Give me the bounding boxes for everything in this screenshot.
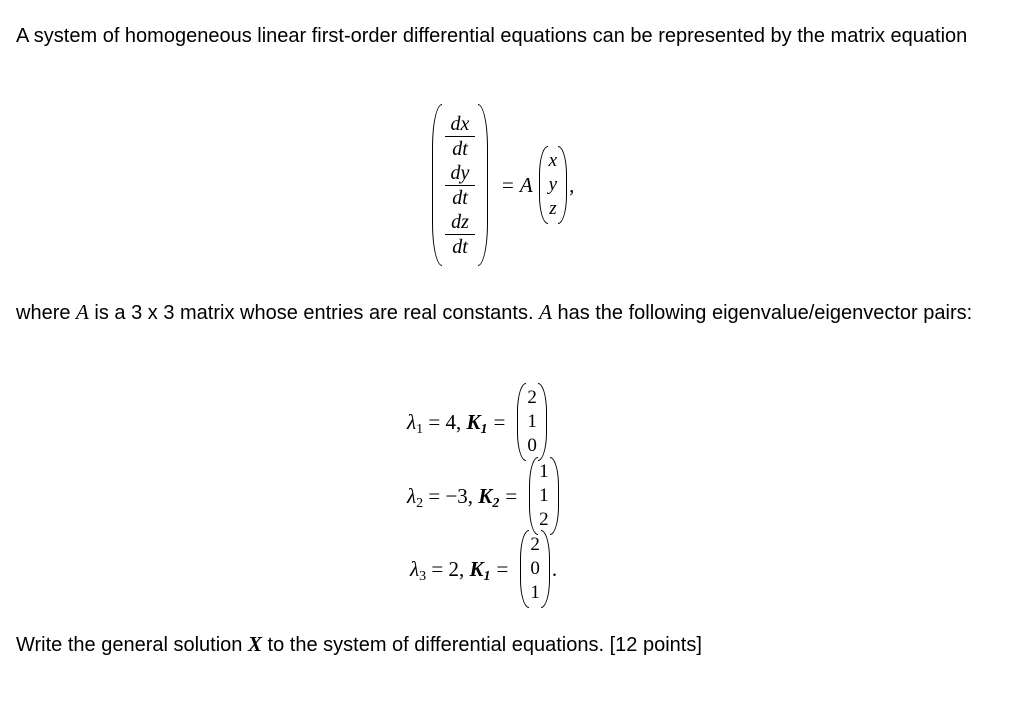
- vector-entry: 2: [530, 534, 540, 555]
- left-paren: [529, 457, 538, 535]
- derivative-dz-dt: [445, 210, 475, 259]
- fraction-denominator: dt: [452, 235, 468, 258]
- eigenvector-subscript: 1: [480, 421, 488, 437]
- vector-entry: 2: [527, 387, 537, 408]
- vector-entry: 0: [530, 558, 540, 579]
- intro-text: A system of homogeneous linear first-order differential equations can be represented by the matrix equation: [16, 25, 968, 47]
- left-paren: [517, 383, 526, 461]
- vector-entry: y: [548, 174, 558, 195]
- lambda-symbol: λ: [407, 409, 417, 434]
- lambda-subscript: 1: [416, 421, 424, 437]
- vector-entry: 2: [539, 509, 549, 530]
- fraction-denominator: dt: [452, 186, 468, 209]
- eigenvector: [520, 530, 550, 608]
- left-paren: [539, 146, 548, 224]
- comma: ,: [569, 172, 575, 197]
- eigenpair-1: $\lambda_1 = 4$, $K_1$ = 2 1 0: [407, 383, 549, 461]
- left-paren: [432, 104, 442, 266]
- state-vector: [539, 146, 567, 224]
- fraction-numerator: dx: [450, 112, 470, 135]
- lambda-subscript: 2: [416, 495, 424, 511]
- eigenvector-subscript: 1: [483, 568, 491, 584]
- fraction-numerator: dy: [450, 161, 470, 184]
- derivative-dx-dt: [445, 112, 475, 161]
- solution-symbol: X: [247, 632, 262, 656]
- equals-sign: =: [502, 172, 514, 197]
- vector-entry: x: [548, 150, 558, 171]
- left-paren: [520, 530, 529, 608]
- matrix-symbol: A: [539, 300, 552, 324]
- text-run: to the system of differential equations. [12 points]: [262, 634, 702, 656]
- right-paren: [541, 530, 550, 608]
- lambda-subscript: 3: [419, 568, 427, 584]
- matrix-symbol: A: [519, 172, 533, 197]
- eigenvalue: −3: [445, 483, 468, 508]
- vector-entry: 1: [539, 461, 549, 482]
- matrix-symbol: A: [76, 300, 89, 324]
- derivative-column: [442, 112, 478, 259]
- fraction-denominator: dt: [452, 137, 468, 160]
- text-run: Write the general solution: [16, 634, 248, 656]
- lambda-symbol: λ: [410, 556, 420, 581]
- matrix-equation: [432, 104, 574, 266]
- eigenvector-name: K: [466, 409, 481, 434]
- vector-entry: 1: [530, 582, 540, 603]
- trailing-punct: .: [551, 556, 558, 581]
- fraction-numerator: dz: [451, 210, 469, 233]
- eigenvector: [517, 383, 547, 461]
- eigenvector-subscript: 2: [492, 495, 500, 511]
- text-run: where: [16, 302, 77, 324]
- eigenpair-2: $\lambda_2 = -3$, $K_2$ = 1 1 2: [407, 457, 561, 535]
- right-paren: [538, 383, 547, 461]
- right-paren: [478, 104, 488, 266]
- eigenvector: [529, 457, 559, 535]
- right-paren: [550, 457, 559, 535]
- vector-entry: 1: [527, 411, 537, 432]
- eigenvector-name: K: [469, 556, 484, 581]
- vector-entry: 0: [527, 435, 537, 456]
- eigenvector-name: K: [478, 483, 493, 508]
- eigenpair-3: $\lambda_3 = 2$, $K_1$ = 2 0 1 .: [410, 530, 557, 608]
- right-paren: [558, 146, 567, 224]
- eigenvalue: 4: [445, 409, 456, 434]
- vector-entry: z: [549, 198, 557, 219]
- text-run: has the following eigenvalue/eigenvector pairs:: [551, 302, 973, 324]
- eigenvalue: 2: [448, 556, 459, 581]
- description-text: [16, 298, 1006, 327]
- lambda-symbol: λ: [407, 483, 417, 508]
- question-text: [16, 630, 1006, 659]
- derivative-dy-dt: [445, 161, 475, 210]
- text-run: is a 3 x 3 matrix whose entries are real constants.: [88, 302, 540, 324]
- vector-entry: 1: [539, 485, 549, 506]
